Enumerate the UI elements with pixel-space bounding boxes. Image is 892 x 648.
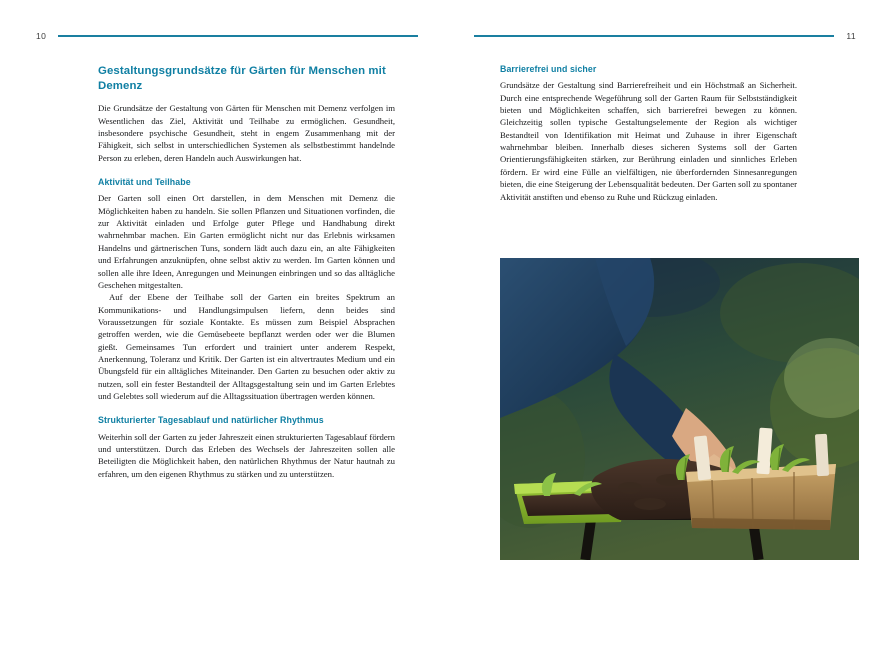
right-page-header (474, 28, 856, 44)
garden-planting-photo (500, 258, 859, 560)
garden-planting-illustration (500, 258, 859, 560)
subsection-title-tagesablauf: Strukturierter Tagesablauf und natürlicher Rhythmus (98, 415, 324, 426)
page-number-left: 10 (36, 30, 47, 41)
body-paragraph: Weiterhin soll der Garten zu jeder Jahreszeit einen strukturierten Tagesablauf fördern und unterstützen. Durch das Erleben des Wechsels der Jahreszeiten sollen alle Beteiligten die Möglichkeit haben, den natürlichen Rhythmus der Natur hautnah zu erfahren, um den eigenen Rhythmus zu stärken und zu unterstützen. (98, 431, 395, 479)
page-number-right: 11 (846, 30, 856, 41)
intro-paragraph: Die Grundsätze der Gestaltung von Gärten für Menschen mit Demenz verfolgen im Wesentlichen das Ziel, Aktivität und Teilhabe zu ermöglichen. Gesundheit, insbesondere psychische Gesundheit, steht in engem Zusammenhang mit der Fähigkeit, sich selbst in unterschiedlichen Systemen als selbstbestimmt handelnde Person zu erleben, deren Handeln auch Auswirkungen hat. (98, 103, 395, 163)
header-rule-left (58, 35, 418, 37)
left-text-column (98, 64, 395, 480)
left-page-header (36, 28, 418, 44)
page-title: Gestaltungsgrundsätze für Gärten für Menschen mit Demenz (98, 65, 386, 93)
subsection-title-aktivitaet: Aktivität und Teilhabe (98, 177, 191, 188)
subsection-title-barrierefrei: Barrierefrei und sicher (500, 64, 597, 74)
body-paragraph: Der Garten soll einen Ort darstellen, in dem Menschen mit Demenz die Möglichkeiten haben zu handeln. Sie sollen Pflanzen und Situationen vorfinden, die zur Aktivität einladen und Erfolge guter Pflege und Handhabung direkt wahrnehmbar machen. Ein Garten ermöglicht nicht nur das Erlebnis wirksamen Handelns und gärtnerischen Tuns, sondern lädt auch dazu ein, an alte Fähigkeiten und Erfahrungen anzuknüpfen, ohne selbst aktiv zu werden. Im Garten können und sollen alle ihre Ideen, Anregungen und Meinungen einbringen und so das alltägliche Geschehen mitgestalten. (98, 193, 395, 290)
header-rule-right (474, 35, 834, 37)
body-paragraph: Grundsätze der Gestaltung sind Barrierefreiheit und ein Höchstmaß an Sicherheit. Durch eine entsprechende Wegeführung soll der Garten Raum für Selbstständigkeit bieten und Möglichkeiten schaffen, sich barrierefrei bewegen zu können. Gleichzeitig sollen typische Gestaltungselemente der Region als wichtiger Bestandteil von Identifikation mit Heimat und Zuhause in ihrer Eigenschaft wahrnehmbar bleiben. Innerhalb dieses sicheren Systems soll der Garten Orientierungsfähigkeiten stärken, zur Berührung einladen und sinnliches Erleben fördern. Er wird eine Fülle an vielfältigen, nie überfordernden Sinnesanregungen bieten, die eine Steigerung der Lebensqualität bedeuten. Der Garten soll zu spontaner Aktivität anstiften und ebenso zu Ruhe und Rückzug einladen. (500, 80, 797, 202)
body-paragraph: Auf der Ebene der Teilhabe soll der Garten ein breites Spektrum an Kommunikations- und Handlungsimpulsen liefern, denn beides sind Voraussetzungen für soziale Kontakte. Es müssen zum Beispiel Absprachen getroffen werden, wie die Gemüsebeete bepflanzt werden oder wer die Blumen gießt. Gemeinsames Tun erfordert und trainiert unter anderem Respekt, Anerkennung, Toleranz und Kritik. Der Garten ist ein altvertrautes Medium und ein Übungsfeld für ein alltägliches Miteinander. Den Garten zu besuchen oder aktiv zu nutzen, soll ein fester Bestandteil der Alltagsgestaltung sein und im Garten Erlebtes und Gelebtes soll wiederum auf die Alltagssituation übertragen werden können. (98, 292, 395, 401)
right-text-column (500, 64, 797, 203)
